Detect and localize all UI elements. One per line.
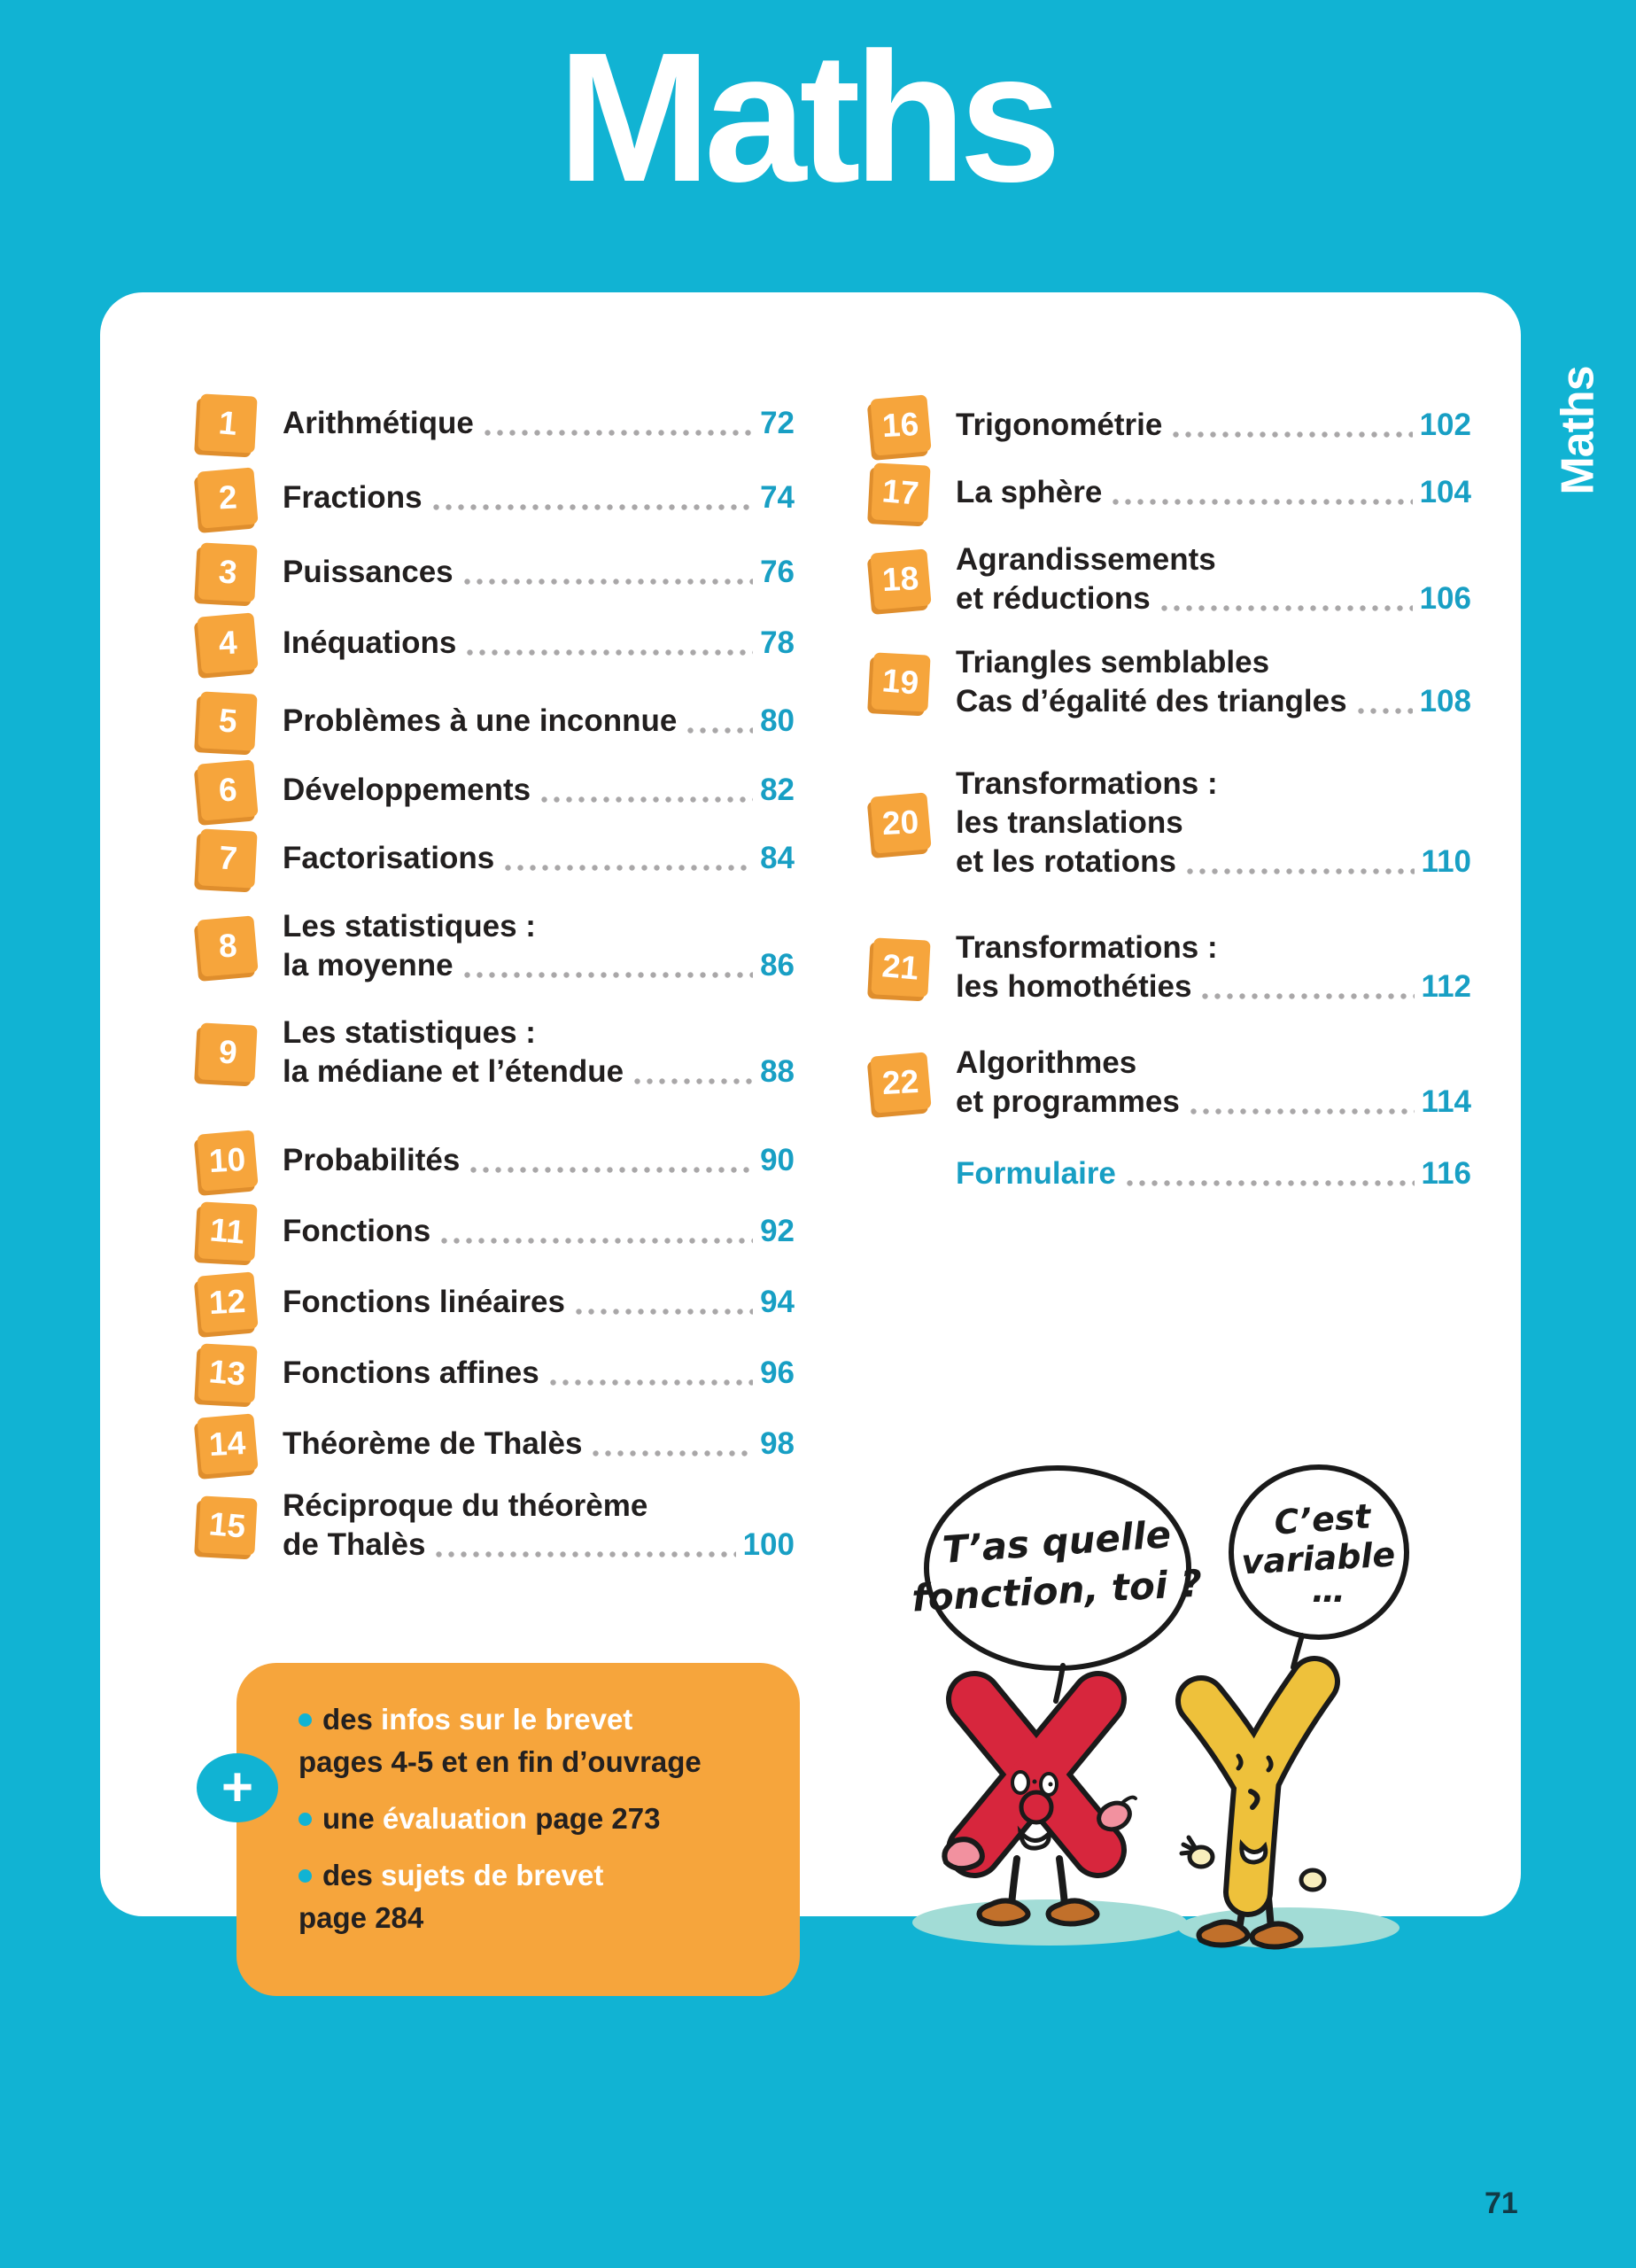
cartoon-illustration: [886, 1444, 1453, 1958]
chapter-number-badge: [197, 1413, 258, 1474]
chapter-title-line2: la moyenne: [283, 948, 454, 983]
bullet-icon: [299, 1813, 312, 1826]
chapter-page-number: 80: [760, 703, 795, 738]
chapter-number-badge: [871, 652, 930, 711]
dot-leader: [433, 504, 754, 510]
chapter-number-badge: [871, 462, 930, 522]
chapter-number: 9: [216, 1033, 239, 1071]
chapter-number: 3: [216, 553, 239, 591]
toc-row: [199, 1487, 795, 1565]
chapter-title-line2: de Thalès: [283, 1527, 426, 1562]
dot-leader: [505, 865, 753, 871]
chapter-number: 14: [208, 1424, 247, 1464]
chapter-title: Transformations :: [956, 930, 1218, 965]
chapter-page-number: 76: [760, 555, 795, 589]
dot-leader: [464, 579, 753, 585]
info-text-line2: pages 4-5 et en fin d’ouvrage: [299, 1745, 702, 1778]
dot-leader: [464, 972, 753, 978]
chapter-title: Factorisations: [283, 841, 495, 875]
speech-bubble-x: [911, 1468, 1203, 1701]
chapter-number: 19: [880, 662, 921, 702]
chapter-number: 6: [217, 771, 238, 809]
puddle-shadow: [912, 1899, 1187, 1946]
chapter-page-number: 74: [760, 480, 795, 515]
chapter-number: 7: [216, 839, 239, 877]
dot-leader: [1187, 868, 1415, 874]
info-text: des: [322, 1859, 382, 1891]
chapter-title: Réciproque du théorème: [283, 1488, 648, 1523]
chapter-title: Trigonométrie: [956, 408, 1163, 442]
chapter-title: La sphère: [956, 475, 1103, 509]
chapter-title: Théorème de Thalès: [283, 1426, 583, 1461]
chapter-page-number: 98: [760, 1426, 795, 1461]
extras-info-box: [236, 1663, 800, 1996]
info-text: page 273: [527, 1802, 661, 1835]
chapter-title-line2: et programmes: [956, 1084, 1180, 1119]
chapter-title: Algorithmes: [956, 1045, 1137, 1080]
info-item-brevet: [299, 1698, 773, 1783]
chapter-title-line2: les homothéties: [956, 969, 1192, 1004]
chapter-number-badge: [198, 1495, 257, 1555]
chapter-number: 22: [881, 1062, 920, 1102]
chapter-number-badge: [870, 548, 931, 610]
chapter-number-badge: [197, 1271, 258, 1332]
dot-leader: [541, 796, 753, 803]
chapter-number-badge: [871, 937, 930, 997]
dot-leader: [550, 1379, 753, 1386]
dot-leader: [593, 1450, 753, 1456]
spine-tab: [1520, 353, 1636, 509]
chapter-title: Transformations :: [956, 766, 1218, 801]
chapter-number: 17: [880, 472, 921, 512]
chapter-title-line2: et réductions: [956, 581, 1151, 616]
toc-row: [199, 1203, 795, 1260]
chapter-number: 15: [207, 1505, 248, 1545]
chapter-page-number: 82: [760, 773, 795, 807]
chapter-title: Agrandissements: [956, 542, 1216, 577]
chapter-number: 18: [881, 559, 920, 599]
chapter-title: Probabilités: [283, 1143, 461, 1177]
chapter-title: Inéquations: [283, 625, 457, 660]
dot-leader: [1202, 993, 1414, 999]
toc-row: [199, 1416, 795, 1472]
chapter-page-number: 92: [760, 1214, 795, 1248]
toc-row: [872, 540, 1471, 618]
chapter-title: Fonctions affines: [283, 1355, 539, 1390]
toc-row: [872, 928, 1471, 1006]
chapter-title: Fonctions: [283, 1214, 431, 1248]
dot-leader: [441, 1238, 753, 1244]
toc-row: [199, 830, 795, 887]
chapter-title: Fractions: [283, 480, 423, 515]
info-text: une: [322, 1802, 383, 1835]
svg-text:…: …: [1312, 1571, 1345, 1610]
chapter-page-number: 100: [742, 1527, 795, 1562]
chapter-number: 16: [881, 405, 920, 445]
chapter-number-badge: [197, 1130, 258, 1191]
dot-leader: [436, 1551, 735, 1557]
svg-text:variable: variable: [1240, 1534, 1397, 1582]
chapter-page-number: 72: [760, 406, 795, 440]
chapter-number: 20: [881, 803, 920, 843]
chapter-number-badge: [870, 394, 931, 455]
chapter-number-badge: [198, 542, 257, 602]
toc-row: [199, 907, 795, 985]
chapter-number: 5: [216, 702, 239, 740]
chapter-page-number: 108: [1419, 684, 1471, 718]
toc-row: [199, 1132, 795, 1189]
chapter-number: 2: [217, 478, 238, 517]
speech-bubble-y: [1231, 1467, 1407, 1667]
dot-leader: [1173, 431, 1412, 438]
bullet-icon: [299, 1869, 312, 1883]
chapter-page-number: 114: [1421, 1084, 1471, 1119]
dot-leader: [687, 727, 753, 734]
chapter-title-line2: Cas d’égalité des triangles: [956, 684, 1347, 718]
chapter-number-badge: [198, 691, 257, 750]
chapter-number: 10: [208, 1140, 247, 1180]
chapter-number: 12: [208, 1282, 247, 1322]
toc-row: [199, 762, 795, 819]
chapter-number-badge: [197, 759, 258, 820]
chapter-page-number: 110: [1421, 844, 1471, 879]
toc-row: [199, 544, 795, 601]
chapter-title: Triangles semblables: [956, 645, 1270, 680]
chapter-number: 13: [207, 1353, 248, 1393]
chapter-title: Fonctions linéaires: [283, 1285, 565, 1319]
chapter-page-number: 84: [760, 841, 795, 875]
chapter-title-line3: et les rotations: [956, 844, 1176, 879]
dot-leader: [1358, 708, 1413, 714]
toc-row: [199, 1274, 795, 1331]
info-highlight: infos sur le brevet: [381, 1703, 633, 1736]
chapter-title-line2: les translations: [956, 805, 1183, 840]
page-title: Maths: [557, 15, 1055, 221]
chapter-page-number: 88: [760, 1054, 795, 1089]
info-text-line2: page 284: [299, 1901, 424, 1934]
info-item-evaluation: [299, 1798, 773, 1840]
chapter-title: Arithmétique: [283, 406, 474, 440]
chapter-number-badge: [197, 612, 258, 673]
chapter-title: Développements: [283, 773, 531, 807]
toc-row: [199, 395, 795, 452]
toc-row: [872, 464, 1471, 521]
chapter-page-number: 96: [760, 1355, 795, 1390]
chapter-page-number: 104: [1419, 475, 1471, 509]
chapter-page-number: 90: [760, 1143, 795, 1177]
character-y: [1182, 1682, 1324, 1947]
dot-leader: [470, 1167, 753, 1173]
chapter-page-number: 86: [760, 948, 795, 983]
formulaire-title: Formulaire: [956, 1156, 1116, 1191]
info-text: des: [322, 1703, 382, 1736]
toc-row: [199, 693, 795, 750]
info-highlight: sujets de brevet: [381, 1859, 604, 1891]
chapter-number-badge: [197, 915, 258, 976]
chapter-title: Puissances: [283, 555, 454, 589]
svg-text:fonction, toi ?: fonction, toi ?: [911, 1561, 1204, 1620]
toc-row-formulaire: [872, 1154, 1471, 1193]
toc-row: [872, 1044, 1471, 1122]
chapter-number-badge: [198, 393, 257, 453]
toc-row: [199, 1345, 795, 1402]
chapter-title: Les statistiques :: [283, 909, 536, 944]
chapter-title: Les statistiques :: [283, 1015, 536, 1050]
chapter-number-badge: [198, 828, 257, 888]
dot-leader: [467, 649, 753, 656]
chapter-page-number: 94: [760, 1285, 795, 1319]
chapter-number: 4: [217, 624, 238, 662]
chapter-page-number: 102: [1419, 408, 1471, 442]
chapter-number: 11: [208, 1211, 247, 1251]
chapter-page-number: 78: [760, 625, 795, 660]
spine-label: Maths: [1552, 366, 1604, 495]
chapter-number: 8: [217, 927, 238, 965]
dot-leader: [1127, 1180, 1415, 1186]
chapter-title: Problèmes à une inconnue: [283, 703, 678, 738]
info-item-sujets: [299, 1854, 773, 1939]
chapter-number-badge: [198, 1201, 257, 1261]
toc-row: [199, 1014, 795, 1091]
svg-text:C’est: C’est: [1273, 1496, 1372, 1542]
dot-leader: [485, 430, 753, 436]
toc-row: [872, 765, 1471, 882]
chapter-page-number: 106: [1419, 581, 1471, 616]
toc-row: [872, 397, 1471, 454]
bullet-icon: [299, 1713, 312, 1727]
dot-leader: [1113, 499, 1412, 505]
chapter-number-badge: [870, 1052, 931, 1113]
page-folio: 71: [1485, 2186, 1518, 2220]
dot-leader: [576, 1309, 753, 1315]
toc-row: [199, 470, 795, 526]
chapter-page-number: 116: [1421, 1156, 1471, 1191]
dot-leader: [1161, 605, 1413, 611]
character-x: [944, 1699, 1136, 1924]
toc-row: [199, 615, 795, 672]
svg-text:T’as quelle: T’as quelle: [941, 1512, 1173, 1572]
chapter-number-badge: [870, 792, 931, 853]
chapter-number-badge: [197, 467, 258, 528]
chapter-number-badge: [198, 1343, 257, 1402]
chapter-page-number: 112: [1421, 969, 1471, 1004]
chapter-title-line2: la médiane et l’étendue: [283, 1054, 624, 1089]
info-highlight: évaluation: [382, 1802, 528, 1835]
dot-leader: [634, 1078, 753, 1084]
chapter-number: 1: [216, 404, 239, 442]
chapter-number: 21: [880, 947, 921, 987]
chapter-number-badge: [198, 1022, 257, 1082]
toc-row: [872, 643, 1471, 721]
dot-leader: [1190, 1108, 1415, 1115]
plus-icon: +: [197, 1753, 278, 1822]
